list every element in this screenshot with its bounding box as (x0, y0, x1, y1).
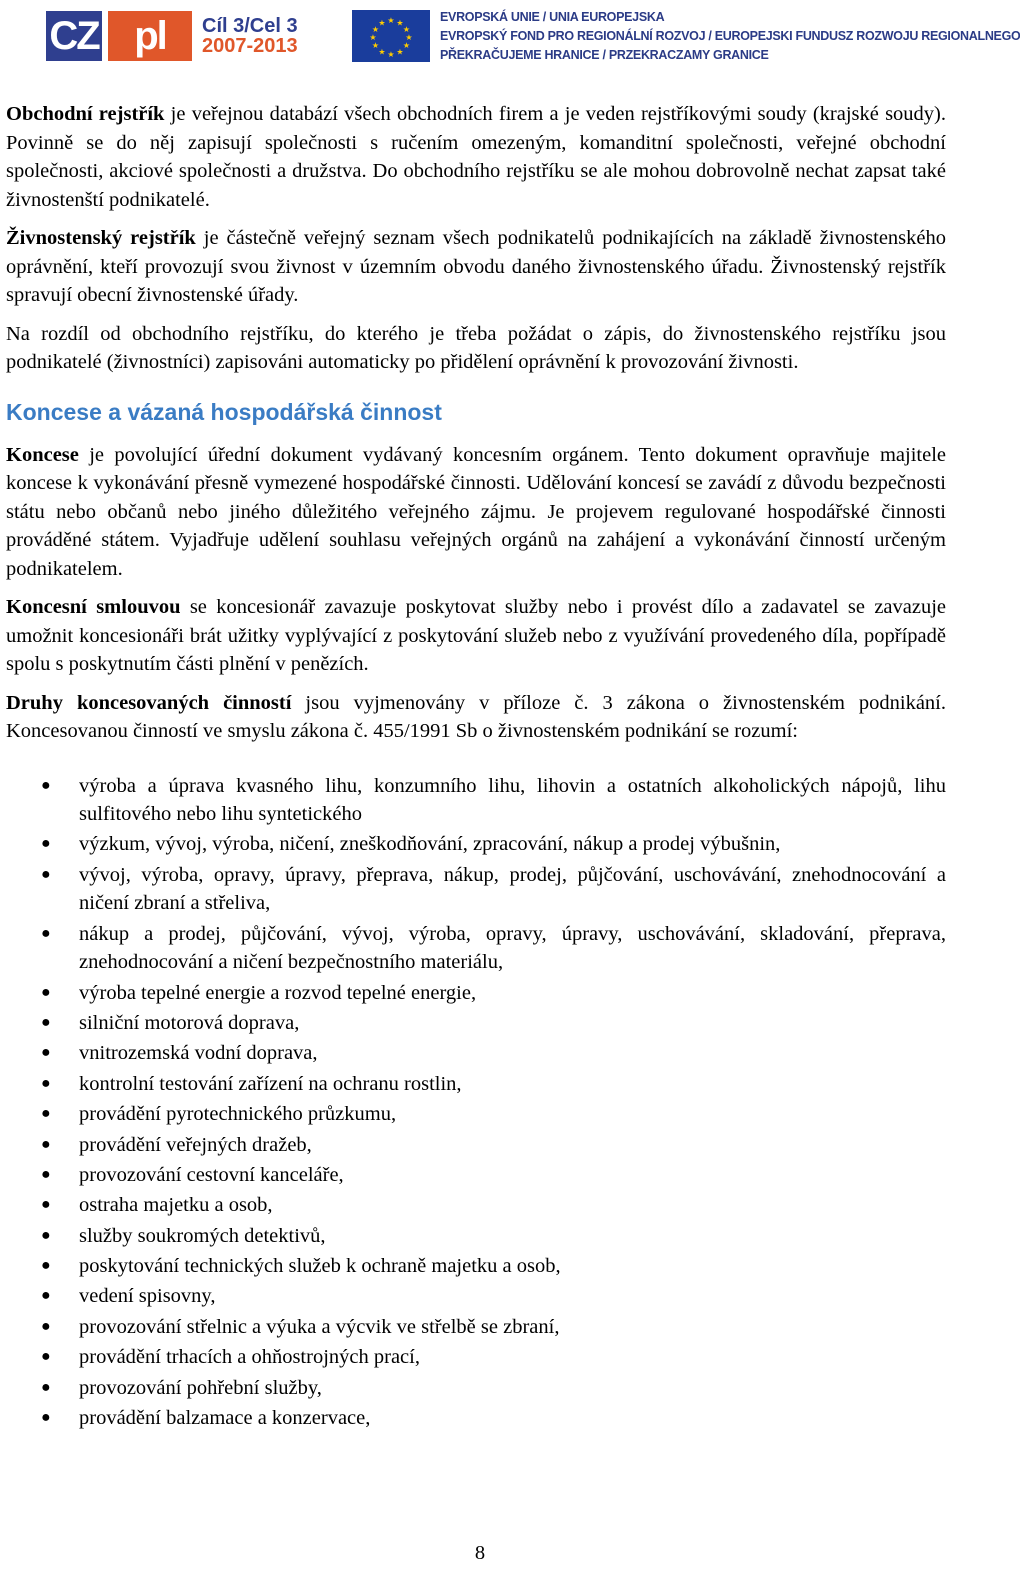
term-druhy-koncesi: Druhy koncesovaných činností (6, 691, 292, 714)
bullet-icon: ● (41, 924, 51, 942)
bullet-icon: ● (41, 1378, 51, 1396)
list-item (6, 772, 946, 829)
list-item-text: provozování střelnic a výuka a výcvik ve střelbě se zbraní, (79, 1315, 560, 1338)
term-zivnostensky-rejstrik: Živnostenský rejstřík (6, 227, 196, 249)
svg-text:★: ★ (378, 47, 386, 57)
page-header (0, 0, 1020, 80)
eu-line1: EVROPSKÁ UNIE / UNIA EUROPEJSKA (440, 10, 665, 24)
bullet-icon: ● (41, 1348, 51, 1366)
svg-text:★: ★ (402, 41, 411, 50)
list-item (6, 1131, 946, 1160)
svg-text:★: ★ (378, 18, 386, 28)
section-heading: Koncese a vázaná hospodářská činnost (6, 398, 442, 425)
list-item (6, 1282, 946, 1311)
svg-text:★: ★ (405, 33, 413, 42)
document-body (6, 100, 946, 1434)
bullet-icon: ● (41, 1135, 51, 1153)
svg-text:★: ★ (396, 18, 404, 28)
bullet-icon: ● (41, 1074, 51, 1092)
bullet-icon: ● (41, 983, 51, 1001)
svg-text:★: ★ (396, 47, 404, 57)
paragraph-obchodni-rejstrik (6, 100, 946, 214)
logo-cz: CZ (46, 11, 102, 61)
bullet-icon: ● (41, 1105, 51, 1123)
list-item (6, 1070, 946, 1099)
svg-text:★: ★ (387, 50, 395, 59)
bullet-icon: ● (41, 1165, 51, 1183)
list-item-text: výroba a úprava kvasného lihu, konzumního lihu, lihovin a ostatních alkoholických nápojů, lihu sulfitového nebo lihu syntetického (79, 774, 946, 825)
page-number: 8 (474, 1542, 486, 1564)
paragraph-rozdil (6, 320, 946, 377)
logo-cil-line2: 2007-2013 (202, 35, 298, 57)
list-item-text: provádění trhacích a ohňostrojných prací, (79, 1346, 420, 1369)
term-koncesni-smlouva: Koncesní smlouvou (6, 596, 181, 618)
list-item-text: provozování pohřební služby, (79, 1376, 322, 1399)
list-item-text: provozování cestovní kanceláře, (79, 1163, 344, 1186)
list-item (6, 1009, 946, 1038)
bullet-icon: ● (41, 1226, 51, 1244)
list-item (6, 1343, 946, 1372)
list-item-text: provádění balzamace a konzervace, (79, 1407, 371, 1430)
bullet-icon: ● (41, 1013, 51, 1031)
list-item-text: poskytování technických služeb k ochraně majetku a osob, (79, 1255, 561, 1278)
paragraph-text: je veřejnou databází všech obchodních firem a je veden rejstříkovými soudy (krajské soudy). Povinně se do něj zapisují společnosti s ručením omezeným, komanditní společnosti, veřejné obchodní společnosti, akciové společnosti a družstva. Do obchodního rejstříku se ale mohou dobrovolně nechat zapsat také živnostenští podnikatelé. (6, 103, 946, 211)
concession-list (6, 772, 946, 1433)
czpl-logo (46, 10, 298, 62)
list-item-text: služby soukromých detektivů, (79, 1224, 326, 1247)
list-item-text: nákup a prodej, půjčování, vývoj, výroba, opravy, úpravy, uschovávání, skladování, přeprava, znehodnocování a ničení bezpečnostního materiálu, (79, 922, 946, 974)
list-item-text: kontrolní testování zařízení na ochranu rostlin, (79, 1072, 462, 1095)
svg-text:★: ★ (402, 25, 411, 34)
eu-flag-icon (352, 10, 430, 62)
list-item-text: výzkum, vývoj, výroba, ničení, zneškodňování, zpracování, nákup a prodej výbušnin, (79, 833, 781, 856)
list-item-text: vedení spisovny, (79, 1285, 216, 1308)
list-item (6, 1100, 946, 1129)
list-item-text: vývoj, výroba, opravy, úpravy, přeprava, nákup, prodej, půjčování, uschovávání, znehodnocování a ničení zbraní a střeliva, (79, 863, 946, 915)
list-item (6, 979, 946, 1008)
list-item (6, 861, 946, 918)
paragraph-text: je částečně veřejný seznam všech podnikatelů podnikajících na základě živnostenského oprávnění, kteří provozují svou živnost v územním obvodu daného živnostenského úřadu. Živnostenský rejstřík spravují obecní živnostenské úřady. (6, 227, 946, 306)
eu-text (440, 8, 1020, 65)
bullet-icon: ● (41, 1287, 51, 1305)
bullet-icon: ● (41, 1409, 51, 1427)
paragraph-text: jsou vyjmenovány v příloze č. 3 zákona o živnostenském podnikání. Koncesovanou činností ve smyslu zákona č. 455/1991 Sb o živnostenském podnikání se rozumí: (6, 691, 946, 742)
bullet-icon: ● (41, 776, 51, 794)
svg-text:★: ★ (371, 41, 380, 50)
logo-cil-line1: Cíl 3/Cel 3 (202, 15, 298, 37)
svg-text:★: ★ (387, 16, 395, 25)
bullet-icon: ● (41, 1257, 51, 1275)
list-item (6, 830, 946, 859)
bullet-icon: ● (41, 1317, 51, 1335)
bullet-icon: ● (41, 1044, 51, 1062)
eu-line3: PŘEKRAČUJEME HRANICE / PRZEKRACZAMY GRANICE (440, 48, 769, 62)
list-item (6, 1191, 946, 1220)
svg-text:★: ★ (371, 25, 380, 34)
paragraph-text: Na rozdíl od obchodního rejstříku, do kterého je třeba požádat o zápis, do živnostenského rejstříku jsou podnikatelé (živnostníci) zapisováni automaticky po přidělení oprávnění k provozování živnosti. (6, 322, 946, 373)
svg-text:★: ★ (369, 33, 377, 42)
list-item-text: ostraha majetku a osob, (79, 1194, 273, 1217)
list-item (6, 1404, 946, 1433)
paragraph-koncesni-smlouva (6, 593, 946, 679)
list-item (6, 1374, 946, 1403)
list-item-text: vnitrozemská vodní doprava, (79, 1042, 318, 1065)
paragraph-zivnostensky-rejstrik (6, 224, 946, 310)
paragraph-text: je povolující úřední dokument vydávaný koncesním orgánem. Tento dokument opravňuje majitele koncese k vykonávání přesně vymezené hospodářské činnosti. Udělování koncesí se zavádí z důvodu bezpečnosti státu nebo občanů nebo jiného důležitého veřejného zájmu. Je projevem regulované hospodářské činnosti prováděné státem. Vyjadřuje udělení souhlasu veřejných orgánů na zahájení a vykonávání činností určeným podnikatelem. (6, 443, 946, 580)
term-obchodni-rejstrik: Obchodní rejstřík (6, 103, 165, 125)
list-item (6, 920, 946, 977)
list-item (6, 1313, 946, 1342)
logo-cil (202, 16, 298, 56)
logo-pl: pl (108, 11, 192, 61)
term-koncese: Koncese (6, 443, 79, 466)
eu-line2: EVROPSKÝ FOND PRO REGIONÁLNÍ ROZVOJ / EUROPEJSKI FUNDUSZ ROZWOJU REGIONALNEGO (440, 29, 1020, 43)
bullet-icon: ● (41, 1196, 51, 1214)
list-item-text: silniční motorová doprava, (79, 1011, 300, 1034)
paragraph-koncese (6, 441, 946, 584)
list-item (6, 1039, 946, 1068)
list-item (6, 1222, 946, 1251)
bullet-icon: ● (41, 865, 51, 883)
list-item (6, 1161, 946, 1190)
list-item-text: provádění veřejných dražeb, (79, 1133, 312, 1156)
paragraph-druhy-koncesi (6, 689, 946, 746)
list-item (6, 1252, 946, 1281)
list-item-text: výroba tepelné energie a rozvod tepelné energie, (79, 981, 477, 1004)
paragraph-text: se koncesionář zavazuje poskytovat služby nebo i provést dílo a zadavatel se zavazuje umožnit koncesionáři brát užitky vyplývající z poskytování služeb nebo z využívání provedeného díla, popřípadě spolu s poskytnutím části plnění v penězích. (6, 596, 947, 675)
bullet-icon: ● (41, 835, 51, 853)
list-item-text: provádění pyrotechnického průzkumu, (79, 1103, 397, 1126)
